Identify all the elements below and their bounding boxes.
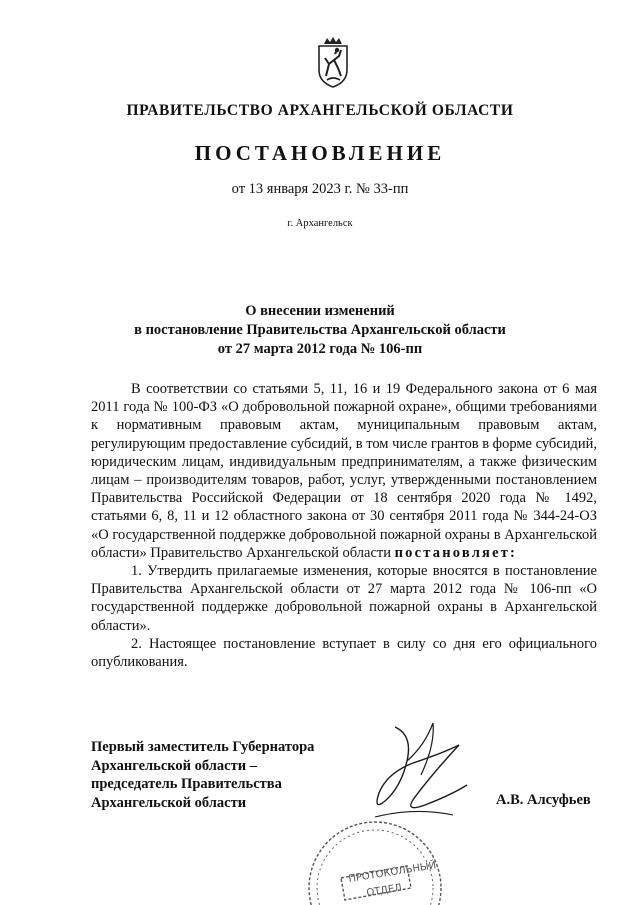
document-subject — [0, 302, 640, 359]
subject-line: от 27 марта 2012 года № 106-пп — [217, 341, 423, 357]
signatory-position-line: Архангельской области — [91, 794, 247, 811]
signatory-name: А.В. Алсуфьев — [496, 792, 591, 808]
signatory-position-line: Архангельской области – — [91, 757, 257, 774]
preamble-text: В соответствии со статьями 5, 11, 16 и 19 Федерального закона от 6 мая 2011 года № 100-ФЗ «О добровольной пожарной охране», общими требованиями к нормативным правовым актам, муниципальным правовым актам, регулирующим предоставление субсидий, в том числе грантов в форме субсидий, юридическим лицам, индивидуальным предпринимателям, а также физическим лицам – производителям товаров, работ, услуг, утвержденными постановлением Правительства Российской Федерации от 18 сентября 2020 года № 1492, статьями 6, 8, 11 и 12 областного закона от 30 сентября 2011 года № 344-24-ОЗ «О государственной поддержке добровольной пожарной охраны в Архангельской области» Правительство Архангельской области — [91, 381, 597, 561]
document-body — [91, 380, 597, 671]
svg-text:ПРОТОКОЛЬНЫЙ: ПРОТОКОЛЬНЫЙ — [347, 860, 437, 885]
official-stamp — [305, 808, 445, 905]
decree-word: постановляет: — [394, 544, 518, 561]
subject-line: в постановление Правительства Архангельской области — [134, 322, 506, 338]
decree-item: 2. Настоящее постановление вступает в силу со дня его официального опубликования. — [91, 635, 597, 671]
document-city: г. Архангельск — [287, 218, 353, 229]
decree-item: 1. Утвердить прилагаемые изменения, которые вносятся в постановление Правительства Архангельской области от 27 марта 2012 года № 106-пп «О государственной поддержке добровольной пожарной охраны в Архангельской области». — [91, 563, 597, 634]
signatory-position-line: председатель Правительства — [91, 776, 282, 792]
document-date-number: от 13 января 2023 г. № 33-пп — [231, 181, 409, 197]
signatory-position-line: Первый заместитель Губернатора — [91, 739, 315, 755]
coat-of-arms-icon — [315, 36, 351, 88]
signatory-position — [91, 738, 314, 812]
subject-line: О внесении изменений — [245, 303, 395, 319]
preamble-paragraph — [91, 380, 597, 562]
organization-name: ПРАВИТЕЛЬСТВО АРХАНГЕЛЬСКОЙ ОБЛАСТИ — [126, 102, 514, 119]
svg-text:ОТДЕЛ: ОТДЕЛ — [365, 882, 403, 899]
document-type-title: ПОСТАНОВЛЕНИЕ — [194, 141, 446, 165]
